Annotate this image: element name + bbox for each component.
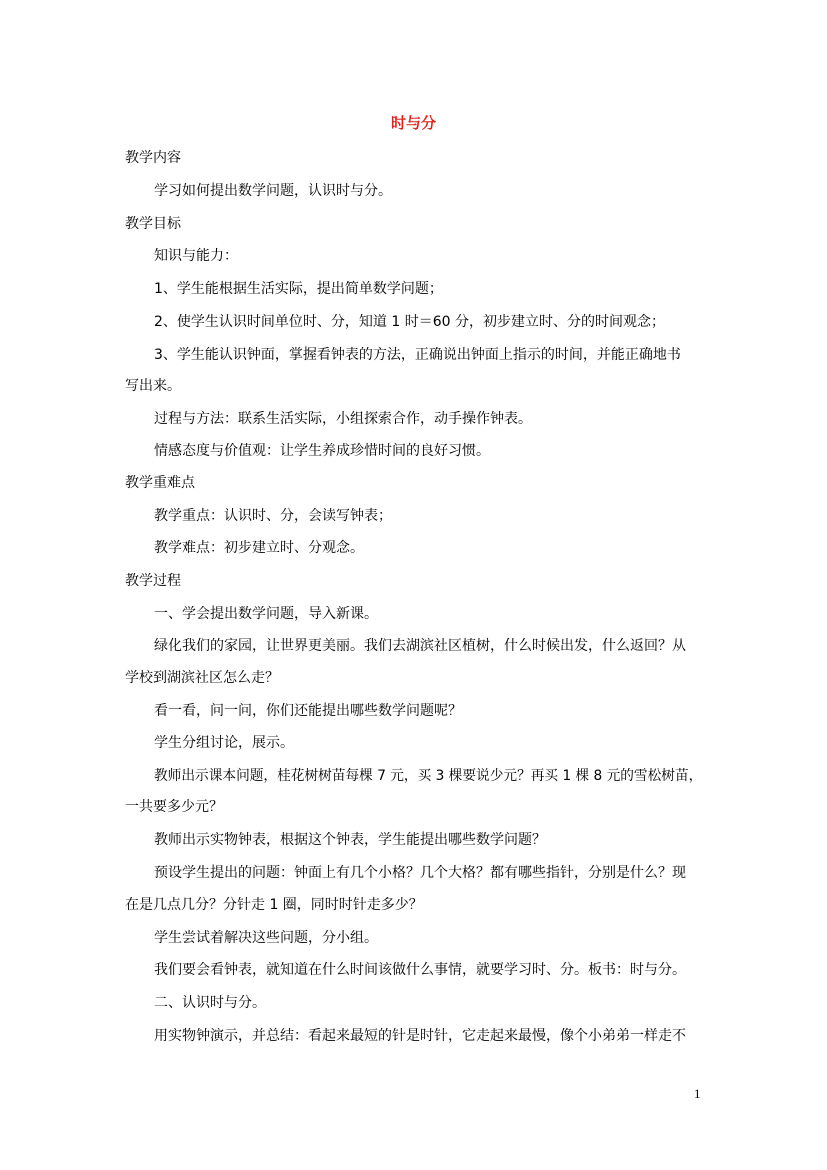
paragraph-continuation: 一共要多少元？ (125, 799, 223, 815)
paragraph: 我们要会看钟表，就知道在什么时间该做什么事情，就要学习时、分。板书：时与分。 (154, 962, 686, 978)
paragraph: 绿化我们的家园，让世界更美丽。我们去湖滨社区植树，什么时候出发，什么返回？从 (154, 638, 686, 654)
paragraph: 知识与能力： (154, 248, 238, 264)
paragraph-continuation: 在是几点几分？分针走 1 圈，同时时针走多少？ (125, 897, 423, 913)
section-heading-key-points: 教学重难点 (125, 475, 195, 491)
section-heading-content: 教学内容 (125, 150, 181, 166)
paragraph: 2、使学生认识时间单位时、分，知道 1 时＝60 分，初步建立时、分的时间观念； (154, 314, 665, 330)
paragraph: 教学重点：认识时、分，会读写钟表； (154, 508, 392, 524)
paragraph: 教师出示课本问题，桂花树树苗每棵 7 元，买 3 棵要说少元？再买 1 棵 8 元的雪松树苗， (154, 768, 703, 784)
paragraph: 学生分组讨论，展示。 (154, 735, 294, 751)
paragraph: 1、学生能根据生活实际，提出简单数学问题； (154, 281, 443, 297)
paragraph: 看一看，问一问，你们还能提出哪些数学问题呢？ (154, 703, 462, 719)
paragraph: 3、学生能认识钟面，掌握看钟表的方法，正确说出钟面上指示的时间，并能正确地书 (154, 347, 681, 363)
paragraph: 过程与方法：联系生活实际，小组探索合作，动手操作钟表。 (154, 411, 532, 427)
paragraph-continuation: 写出来。 (125, 378, 181, 394)
section-heading-process: 教学过程 (125, 573, 181, 589)
page-number: 1 (694, 1086, 701, 1101)
paragraph-continuation: 学校到湖滨社区怎么走？ (125, 670, 279, 686)
section-heading-objectives: 教学目标 (125, 216, 181, 232)
document-title: 时与分 (390, 114, 436, 132)
paragraph: 预设学生提出的问题：钟面上有几个小格？几个大格？都有哪些指针，分别是什么？现 (154, 865, 686, 881)
paragraph: 情感态度与价值观：让学生养成珍惜时间的良好习惯。 (154, 443, 490, 459)
paragraph: 学习如何提出数学问题，认识时与分。 (154, 183, 392, 199)
paragraph: 二、认识时与分。 (154, 995, 266, 1011)
paragraph: 一、学会提出数学问题，导入新课。 (154, 606, 378, 622)
paragraph: 教学难点：初步建立时、分观念。 (154, 540, 364, 556)
paragraph: 学生尝试着解决这些问题，分小组。 (154, 930, 378, 946)
paragraph: 教师出示实物钟表，根据这个钟表，学生能提出哪些数学问题？ (154, 832, 546, 848)
paragraph: 用实物钟演示，并总结：看起来最短的针是时针，它走起来最慢，像个小弟弟一样走不 (154, 1028, 686, 1044)
